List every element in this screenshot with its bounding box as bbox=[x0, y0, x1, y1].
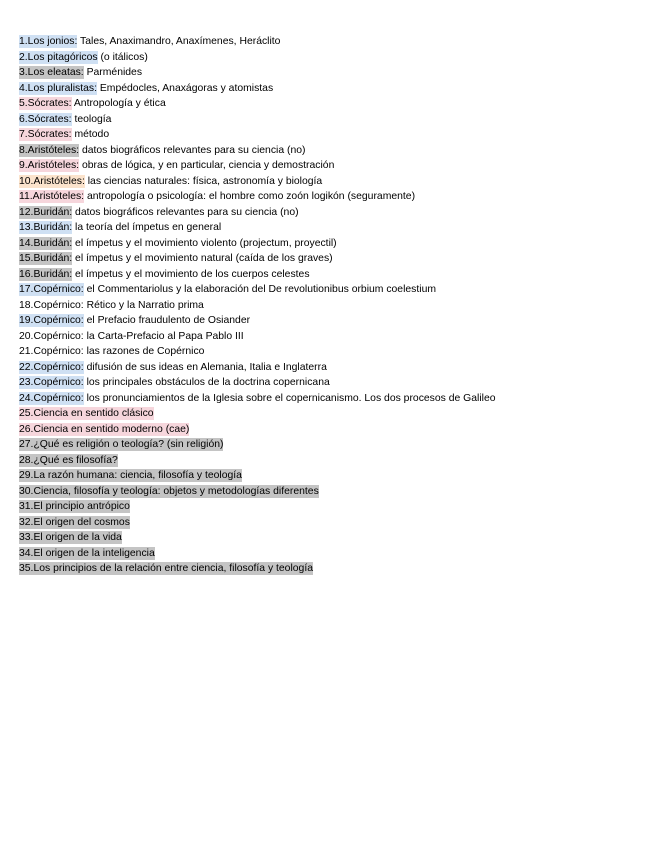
list-item bbox=[19, 65, 496, 81]
item-label: 5.Sócrates: bbox=[19, 98, 72, 109]
list-item bbox=[19, 205, 496, 221]
list-item bbox=[19, 515, 496, 531]
list-item bbox=[19, 453, 496, 469]
item-text: Antropología y ética bbox=[71, 98, 166, 109]
item-label: 18.Copérnico: bbox=[19, 299, 84, 311]
list-item bbox=[19, 329, 496, 345]
item-label: 9.Aristóteles: bbox=[19, 160, 80, 171]
item-label: 23.Copérnico: bbox=[19, 377, 84, 388]
item-text: Rético y la Narratio prima bbox=[83, 299, 204, 311]
list-item bbox=[19, 251, 496, 267]
list-item bbox=[19, 112, 496, 128]
list-item bbox=[19, 189, 496, 205]
item-text: Tales, Anaximandro, Anaxímenes, Heráclito bbox=[77, 36, 281, 47]
list-item bbox=[19, 375, 496, 391]
item-text: Empédocles, Anaxágoras y atomistas bbox=[96, 82, 274, 94]
item-text: método bbox=[71, 129, 110, 140]
list-item bbox=[19, 484, 496, 500]
item-label: 12.Buridán: bbox=[19, 206, 73, 218]
item-label: 6.Sócrates: bbox=[19, 113, 72, 125]
topic-list bbox=[19, 34, 496, 577]
item-text: antropología o psicología: el hombre como zoón logikón (seguramente) bbox=[84, 191, 416, 202]
item-text: las ciencias naturales: física, astronomía y biología bbox=[84, 175, 323, 187]
item-text: el ímpetus y el movimiento violento (projectum, proyectil) bbox=[72, 237, 337, 249]
list-item bbox=[19, 499, 496, 515]
item-label: 10.Aristóteles: bbox=[19, 175, 85, 187]
item-label: 4.Los pluralistas: bbox=[19, 82, 97, 94]
list-item bbox=[19, 313, 496, 329]
item-text: obras de lógica, y en particular, ciencia y demostración bbox=[79, 160, 335, 171]
list-item bbox=[19, 143, 496, 159]
item-label: 35.Los principios de la relación entre ciencia, filosofía y teología bbox=[19, 563, 313, 574]
item-label: 24.Copérnico: bbox=[19, 392, 84, 404]
item-label: 15.Buridán: bbox=[19, 253, 73, 264]
item-text: Parménides bbox=[83, 67, 143, 78]
list-item bbox=[19, 546, 496, 562]
item-label: 26.Ciencia en sentido moderno (cae) bbox=[19, 423, 190, 435]
item-label: 1.Los jonios: bbox=[19, 36, 78, 47]
item-text: datos biográficos relevantes para su ciencia (no) bbox=[72, 206, 299, 218]
item-label: 8.Aristóteles: bbox=[19, 144, 80, 156]
item-label: 17.Copérnico: bbox=[19, 284, 84, 295]
list-item bbox=[19, 34, 496, 50]
item-text: los pronunciamientos de la Iglesia sobre el copernicanismo. Los dos procesos de Galileo bbox=[83, 392, 496, 404]
list-item bbox=[19, 50, 496, 66]
item-label: 7.Sócrates: bbox=[19, 129, 72, 140]
item-text: el ímpetus y el movimiento natural (caída de los graves) bbox=[72, 253, 333, 264]
list-item bbox=[19, 220, 496, 236]
item-label: 33.El origen de la vida bbox=[19, 532, 122, 543]
item-text: el Commentariolus y la elaboración del De revolutionibus orbium coelestium bbox=[83, 284, 437, 295]
list-item bbox=[19, 391, 496, 407]
list-item bbox=[19, 158, 496, 174]
list-item bbox=[19, 298, 496, 314]
item-label: 31.El principio antrópico bbox=[19, 501, 130, 512]
item-label: 32.El origen del cosmos bbox=[19, 516, 130, 528]
item-text: difusión de sus ideas en Alemania, Italia e Inglaterra bbox=[83, 361, 327, 373]
list-item bbox=[19, 422, 496, 438]
list-item bbox=[19, 282, 496, 298]
item-text: el Prefacio fraudulento de Osiander bbox=[83, 315, 251, 326]
list-item bbox=[19, 236, 496, 252]
item-label: 29.La razón humana: ciencia, filosofía y teología bbox=[19, 470, 242, 481]
list-item bbox=[19, 406, 496, 422]
list-item bbox=[19, 437, 496, 453]
list-item bbox=[19, 561, 496, 577]
list-item bbox=[19, 81, 496, 97]
item-text: la Carta-Prefacio al Papa Pablo III bbox=[83, 330, 244, 342]
item-label: 25.Ciencia en sentido clásico bbox=[19, 408, 154, 419]
item-label: 27.¿Qué es religión o teología? (sin religión) bbox=[19, 439, 224, 450]
list-item bbox=[19, 174, 496, 190]
item-label: 20.Copérnico: bbox=[19, 330, 84, 342]
item-label: 13.Buridán: bbox=[19, 222, 73, 233]
item-label: 28.¿Qué es filosofía? bbox=[19, 454, 118, 466]
item-text: datos biográficos relevantes para su ciencia (no) bbox=[79, 144, 306, 156]
item-label: 2.Los pitagóricos bbox=[19, 51, 98, 63]
item-text: la teoría del ímpetus en general bbox=[72, 222, 222, 233]
item-text: (o itálicos) bbox=[97, 51, 148, 63]
list-item bbox=[19, 96, 496, 112]
item-label: 16.Buridán: bbox=[19, 268, 73, 280]
list-item bbox=[19, 127, 496, 143]
item-label: 11.Aristóteles: bbox=[19, 191, 85, 202]
list-item bbox=[19, 344, 496, 360]
list-item bbox=[19, 468, 496, 484]
item-text: los principales obstáculos de la doctrina copernicana bbox=[83, 377, 330, 388]
item-text: las razones de Copérnico bbox=[83, 346, 205, 357]
item-label: 21.Copérnico: bbox=[19, 346, 84, 357]
item-label: 14.Buridán: bbox=[19, 237, 73, 249]
item-label: 30.Ciencia, filosofía y teología: objetos y metodologías diferentes bbox=[19, 485, 319, 497]
list-item bbox=[19, 530, 496, 546]
item-label: 3.Los eleatas: bbox=[19, 67, 84, 78]
item-label: 22.Copérnico: bbox=[19, 361, 84, 373]
item-label: 34.El origen de la inteligencia bbox=[19, 547, 155, 559]
item-label: 19.Copérnico: bbox=[19, 315, 84, 326]
item-text: teología bbox=[71, 113, 112, 125]
item-text: el ímpetus y el movimiento de los cuerpos celestes bbox=[72, 268, 310, 280]
list-item bbox=[19, 267, 496, 283]
list-item bbox=[19, 360, 496, 376]
